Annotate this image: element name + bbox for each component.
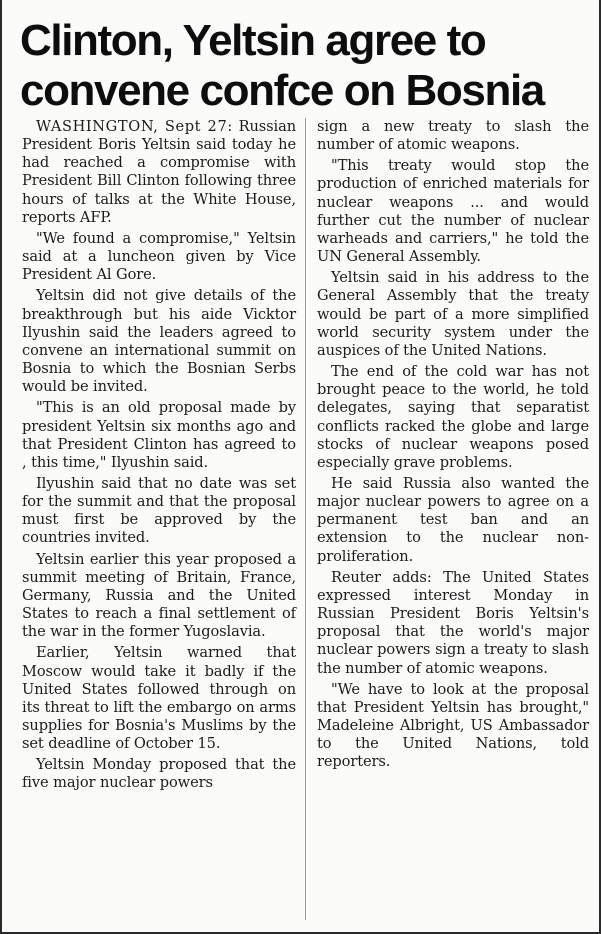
headline-line-1: Clinton, Yeltsin agree to: [20, 16, 486, 65]
paragraph: Yeltsin Monday proposed that the five major nuclear powers: [22, 756, 296, 792]
paragraph: The end of the cold war has not brought peace to the world, he told delegates, saying that separatist conflicts racked the globe and large stocks of nuclear weapons posed especially grave problems.: [317, 363, 589, 471]
paragraph: "We found a compromise," Yeltsin said at a luncheon given by Vice President Al Gore.: [22, 229, 296, 284]
dateline: WASHINGTON, Sept 27:: [36, 118, 233, 135]
paragraph: Yeltsin did not give details of the breakthrough but his aide Vicktor Ilyushin said the leaders agreed to convene an international summit on Bosnia to which the Bosnian Serbs would be invited.: [22, 287, 296, 396]
paragraph: Yeltsin earlier this year proposed a summit meeting of Britain, France, Germany, Russia and the United States to reach a final settlement of the war in the former Yugoslavia.: [22, 550, 296, 641]
paragraph: Ilyushin said that no date was set for the summit and that the proposal must first be approved by the countries invited.: [22, 474, 296, 547]
column-left: [22, 118, 296, 796]
paragraph: Earlier, Yeltsin warned that Moscow would take it badly if the United States followed through on its threat to lift the embargo on arms supplies for Bosnia's Muslims by the set deadline of October 15.: [22, 644, 296, 753]
paragraph: "This is an old proposal made by president Yeltsin six months ago and that President Clinton has agreed to , this time," Ilyushin said.: [22, 399, 296, 471]
paragraph: "We have to look at the proposal that President Yeltsin has brought," Madeleine Albright, US Ambassador to the United Nations, told reporters.: [317, 680, 589, 771]
paragraph: "This treaty would stop the production of enriched materials for nuclear weapons ... and would further cut the number of nuclear warheads and carriers," he told the UN General Assembly.: [317, 157, 589, 266]
paragraph: WASHINGTON, Sept 27: Russian President Boris Yeltsin said today he had reached a compromise with President Bill Clinton following three hours of talks at the White House, reports AFP.: [22, 118, 296, 226]
headline: [2, 0, 599, 116]
headline-line-2: convene confce on Bosnia: [20, 66, 544, 115]
article-body: [2, 118, 599, 932]
paragraph: sign a new treaty to slash the number of atomic weapons.: [317, 118, 589, 154]
paragraph: Reuter adds: The United States expressed interest Monday in Russian President Boris Yeltsin's proposal that the world's major nuclear powers sign a treaty to slash the number of atomic weapons.: [317, 568, 589, 677]
column-right: [317, 118, 589, 774]
paragraph: He said Russia also wanted the major nuclear powers to agree on a permanent test ban and an extension to the nuclear non-proliferation.: [317, 474, 589, 565]
paragraph: Yeltsin said in his address to the General Assembly that the treaty would be part of a more simplified world security system under the auspices of the United Nations.: [317, 269, 589, 359]
